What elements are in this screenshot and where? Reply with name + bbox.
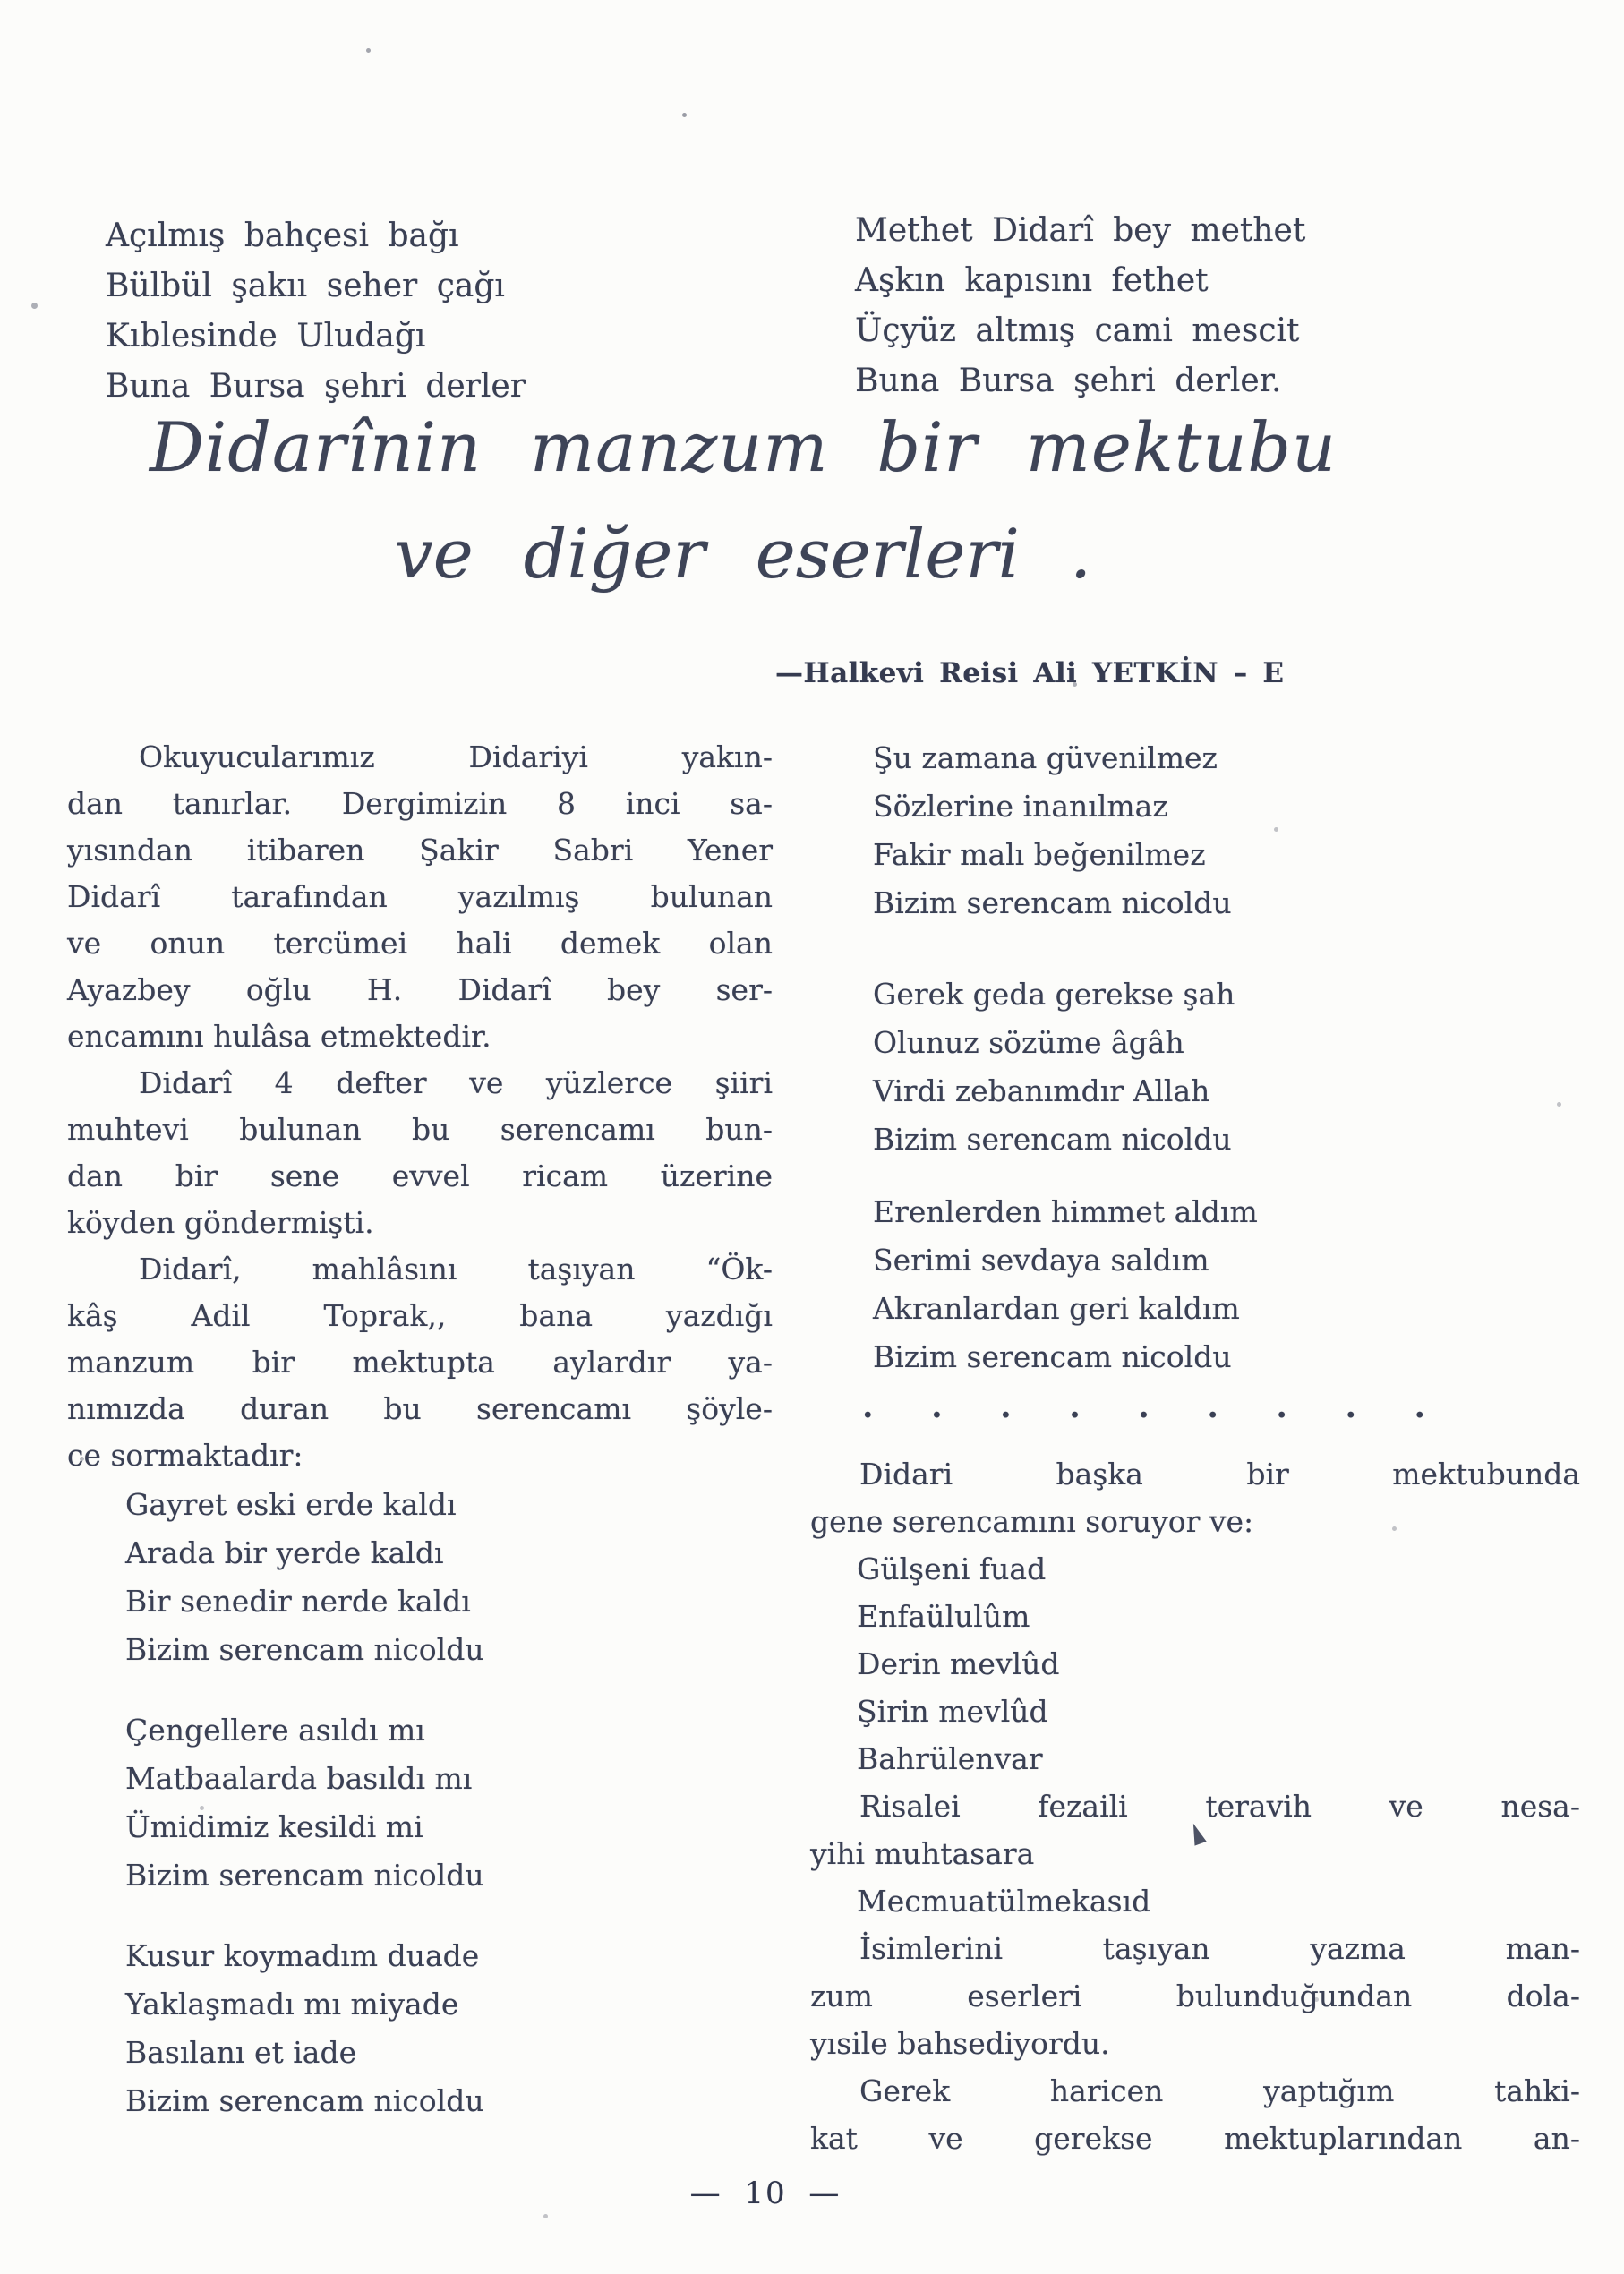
poem-stanza [873,734,1580,928]
verse-line: Olunuz sözüme âgâh [873,1025,1184,1060]
text-line: Didari başka bir mektubunda [859,1457,1580,1492]
text-line: yihi muhtasara [810,1836,1035,1871]
work-title: Enfaülulûm [857,1599,1030,1634]
text-line: gene serencamını soruyor ve: [810,1504,1254,1539]
verse-line: Gerek geda gerekse şah [873,977,1235,1012]
verse-line: Bizim serencam nicoldu [873,1339,1232,1374]
work-title: Şirin mevlûd [857,1694,1048,1729]
verse-line: Akranlardan geri kaldım [873,1291,1240,1326]
paragraph-other-letter [810,1450,1580,1545]
text-line: Didarî tarafından yazılmış bulunan [67,879,773,914]
verse-line: Bir senedir nerde kaldı [125,1584,471,1619]
verse-line: Bizim serencam nicoldu [873,1122,1232,1157]
article-title-line2: ve diğer eserleri . [394,514,1092,594]
verse-line: Erenlerden himmet aldım [873,1194,1258,1229]
paragraph-intro [67,734,773,1060]
text-line: nımızda duran bu serencamı şöyle- [67,1391,773,1426]
left-column [67,734,773,2125]
text-line: Didarî, mahlâsını taşıyan “Ök- [139,1252,773,1287]
text-line: yısile bahsediyordu. [810,2026,1110,2061]
text-line: Risalei fezaili teravih ve nesa- [859,1789,1580,1824]
text-line: manzum bir mektupta aylardır ya- [67,1345,773,1380]
poem-stanza [125,1481,773,1674]
work-title-list [810,1545,1580,1782]
paragraph-defters [67,1060,773,1246]
article-byline: —Halkevi Reisi Ali YETKİN – E [775,657,1285,689]
scan-speck-artifacts [0,0,3,3]
text-line: Gerek haricen yaptığım tahki- [859,2073,1580,2108]
poem-stanza [873,970,1580,1164]
verse-line: Kıblesinde Uludağı [106,318,426,355]
paragraph-mahlas [67,1246,773,1479]
poem-stanza [125,1706,773,1900]
text-line: İsimlerini taşıyan yazma man- [859,1931,1580,1966]
text-line: muhtevi bulunan bu serencamı bun- [67,1112,773,1147]
text-line: kat ve gerekse mektuplarından an- [810,2121,1580,2156]
text-line: Okuyucularımız Didariyi yakın- [139,739,773,774]
verse-line: Bizim serencam nicoldu [125,1858,484,1893]
text-line: Didarî 4 defter ve yüzlerce şiiri [139,1065,773,1100]
verse-line: Buna Bursa şehri derler. [855,363,1282,399]
verse-line: Buna Bursa şehri derler [106,368,526,405]
verse-line: Aşkın kapısını fethet [855,262,1209,299]
verse-line: Arada bir yerde kaldı [125,1535,444,1570]
dotted-separator: · · · · · · · · · [862,1397,1449,1434]
quatrain-top-right [855,206,1338,406]
text-line: ce sormaktadır: [67,1438,303,1473]
text-line: dan tanırlar. Dergimizin 8 inci sa- [67,786,773,821]
page-number: — 10 — [689,2176,842,2211]
work-title: Gülşeni fuad [857,1552,1047,1586]
verse-line: Şu zamana güvenilmez [873,740,1218,775]
verse-line: Methet Didarî bey methet [855,212,1306,249]
poem-stanza [125,1932,773,2125]
paragraph-isimlerini [810,1925,1580,2067]
text-line: ve onun tercümei hali demek olan [67,926,773,961]
work-title: Bahrülenvar [857,1741,1043,1776]
verse-line: Bizim serencam nicoldu [125,1632,484,1667]
work-title: Mecmuatülmekasıd [857,1884,1151,1919]
text-line: dan bir sene evvel ricam üzerine [67,1158,773,1193]
text-line: zum eserleri bulunduğundan dola- [810,1979,1580,2013]
verse-line: Serimi sevdaya saldım [873,1243,1209,1278]
text-line: yısından itibaren Şakir Sabri Yener [67,833,773,868]
text-line: encamını hulâsa etmektedir. [67,1019,491,1054]
text-line: kâş Adil Toprak,, bana yazdığı [67,1298,773,1333]
right-column [810,734,1580,2162]
verse-line: Açılmış bahçesi bağı [106,218,459,254]
verse-line: Ümidimiz kesildi mi [125,1809,423,1844]
verse-line: Gayret eski erde kaldı [125,1487,457,1522]
verse-line: Çengellere asıldı mı [125,1713,425,1748]
article-title [0,405,1486,594]
poem-stanza [873,1188,1580,1381]
article-title-line1: Didarînin manzum bir mektubu [149,407,1337,487]
verse-line: Yaklaşmadı mı miyade [125,1987,459,2022]
verse-line: Sözlerine inanılmaz [873,789,1168,824]
text-line: köyden göndermişti. [67,1205,374,1240]
verse-line: Bülbül şakıı seher çağı [106,268,505,304]
verse-line: Fakir malı beğenilmez [873,837,1206,872]
verse-line: Virdi zebanımdır Allah [873,1073,1210,1108]
paragraph-tahkikat [810,2067,1580,2162]
verse-line: Bizim serencam nicoldu [873,885,1232,920]
verse-line: Üçyüz altmış cami mescit [855,312,1300,349]
verse-line: Basılanı et iade [125,2035,357,2070]
text-line: Ayazbey oğlu H. Didarî bey ser- [67,972,773,1007]
quatrain-top-left [106,211,535,412]
work-title: Derin mevlûd [857,1646,1060,1681]
verse-line: Matbaalarda basıldı mı [125,1761,473,1796]
verse-line: Bizim serencam nicoldu [125,2083,484,2118]
verse-line: Kusur koymadım duade [125,1938,480,1973]
